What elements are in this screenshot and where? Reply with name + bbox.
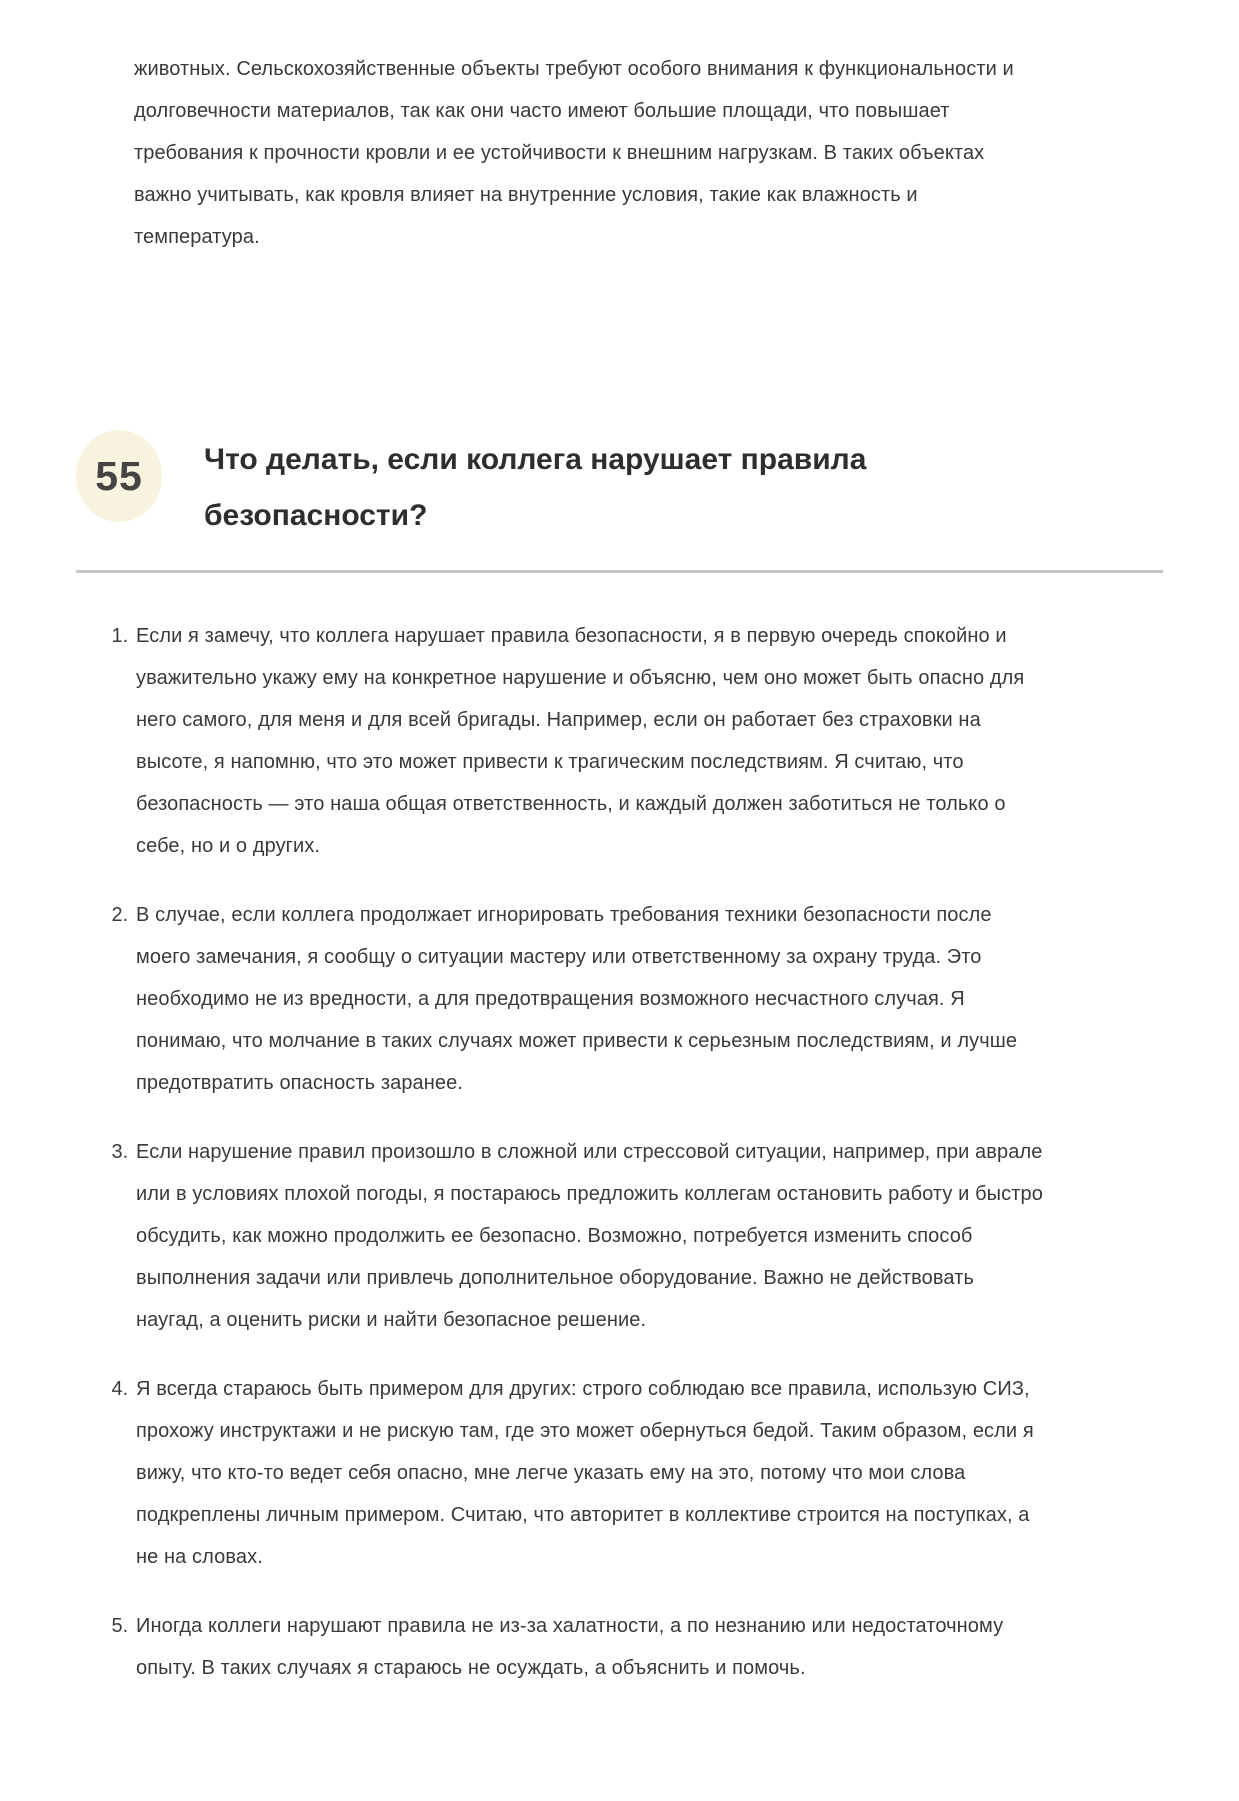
answer-item-3: 3. Если нарушение правил произошло в сложной или стрессовой ситуации, например, при аврале или в условиях плохой погоды, я постараюсь предложить коллегам остановить работу и быстро обсудить, как можно продолжить ее безопасно. Возможно, потребуется изменить способ выполнения задачи или привлечь дополнительное оборудование. Важно не действовать наугад, а оценить риски и найти безопасное решение. — [134, 1131, 1046, 1341]
question-number-badge — [76, 430, 162, 522]
intro-paragraph: животных. Сельскохозяйственные объекты требуют особого внимания к функциональности и долговечности материалов, так как они часто имеют большие площади, что повышает требования к прочности кровли и ее устойчивости к внешним нагрузкам. В таких объектах важно учитывать, как кровля влияет на внутренние условия, такие как влажность и температура. — [134, 58, 1014, 248]
answer-item-4: 4. Я всегда стараюсь быть примером для других: строго соблюдаю все правила, использую СИЗ, прохожу инструктажи и не рискую там, где это может обернуться бедой. Таким образом, если я вижу, что кто-то ведет себя опасно, мне легче указать ему на это, потому что мои слова подкреплены личным примером. Считаю, что авторитет в коллективе строится на поступках, а не на словах. — [134, 1368, 1046, 1578]
answer-item-2: 2. В случае, если коллега продолжает игнорировать требования техники безопасности после моего замечания, я сообщу о ситуации мастеру или ответственному за охрану труда. Это необходимо не из вредности, а для предотвращения возможного несчастного случая. Я понимаю, что молчание в таких случаях может привести к серьезным последствиям, и лучше предотвратить опасность заранее. — [134, 894, 1046, 1104]
question-header — [76, 430, 1163, 544]
question-number: 55 — [95, 452, 143, 499]
question-title: Что делать, если коллега нарушает правила безопасности? — [204, 443, 867, 532]
answer-item-5: 5. Иногда коллеги нарушают правила не из-за халатности, а по незнанию или недостаточному опыту. В таких случаях я стараюсь не осуждать, а объяснить и помочь. — [134, 1605, 1046, 1689]
document-page — [0, 48, 1239, 1689]
answer-item-1: 1. Если я замечу, что коллега нарушает правила безопасности, я в первую очередь спокойно и уважительно укажу ему на конкретное нарушение и объясню, чем оно может быть опасно для него самого, для меня и для всей бригады. Например, если он работает без страховки на высоте, я напомню, что это может привести к трагическим последствиям. Я считаю, что безопасность — это наша общая ответственность, и каждый должен заботиться не только о себе, но и о других. — [134, 615, 1046, 867]
answers-list — [76, 615, 1046, 1689]
section-divider — [76, 570, 1163, 573]
